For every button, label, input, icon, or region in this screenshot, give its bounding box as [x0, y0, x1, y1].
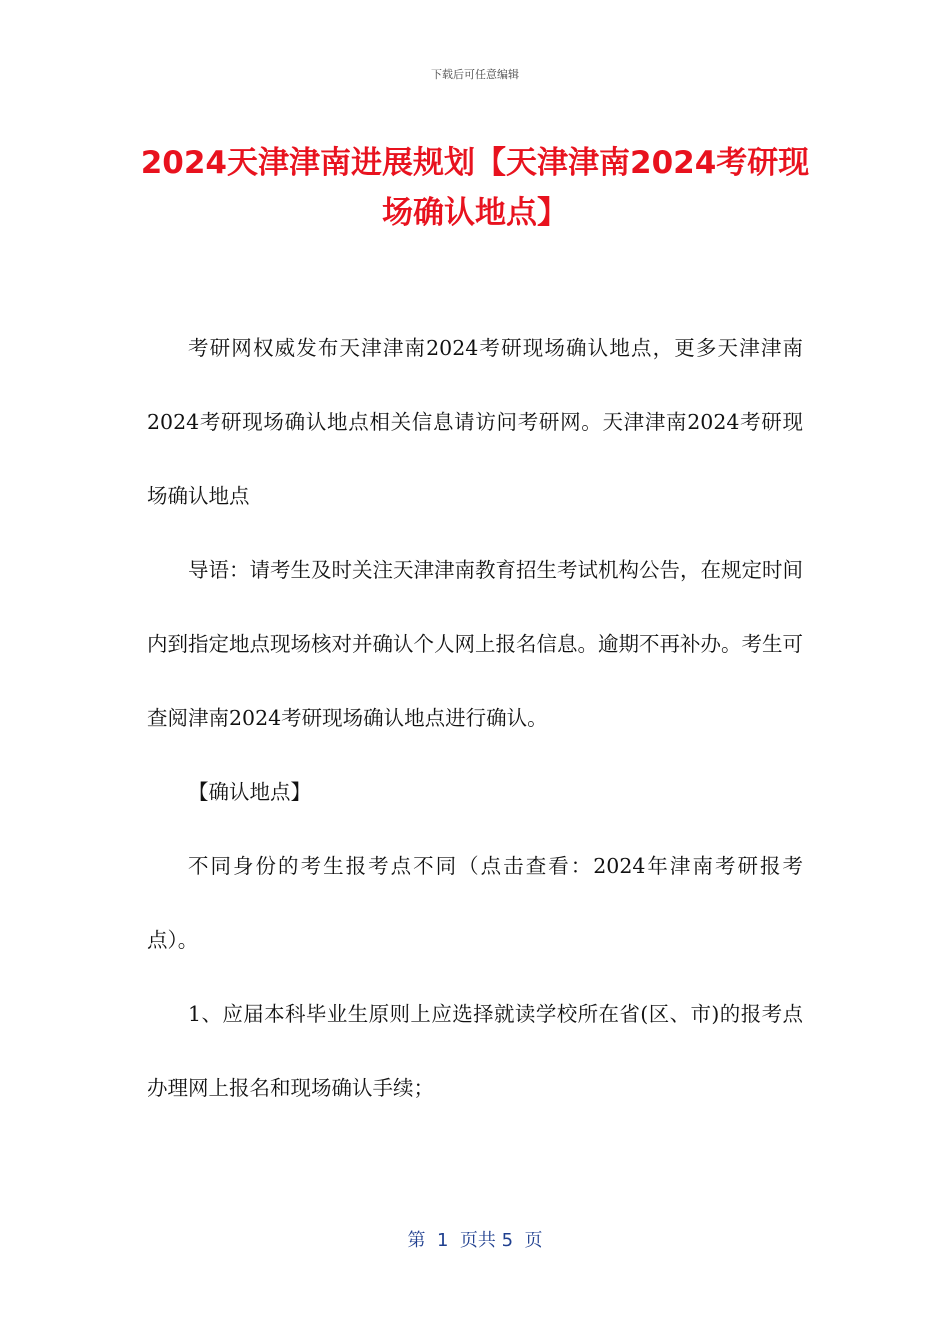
paragraph-intro: 考研网权威发布天津津南2024考研现场确认地点，更多天津津南2024考研现场确认地点相关信息请访问考研网。天津津南2024考研现场确认地点 — [147, 336, 803, 508]
header-note: 下载后可任意编辑 — [431, 68, 519, 81]
paragraph-rule-1: 1、应届本科毕业生原则上应选择就读学校所在省(区、市)的报考点办理网上报名和现场确认手续； — [147, 1002, 803, 1100]
section-heading-location: 【确认地点】 — [188, 780, 311, 804]
document-body — [147, 311, 803, 1125]
document-title: 2024天津津南进展规划【天津津南2024考研现场确认地点】 — [140, 145, 810, 231]
paragraph-lead: 导语：请考生及时关注天津津南教育招生考试机构公告，在规定时间内到指定地点现场核对并确认个人网上报名信息。逾期不再补办。考生可查阅津南2024考研现场确认地点进行确认。 — [147, 558, 803, 730]
paragraph-exam-sites: 不同身份的考生报考点不同（点击查看：2024年津南考研报考点）。 — [147, 854, 803, 952]
page-number: 第 1 页共 5 页 — [407, 1230, 543, 1251]
